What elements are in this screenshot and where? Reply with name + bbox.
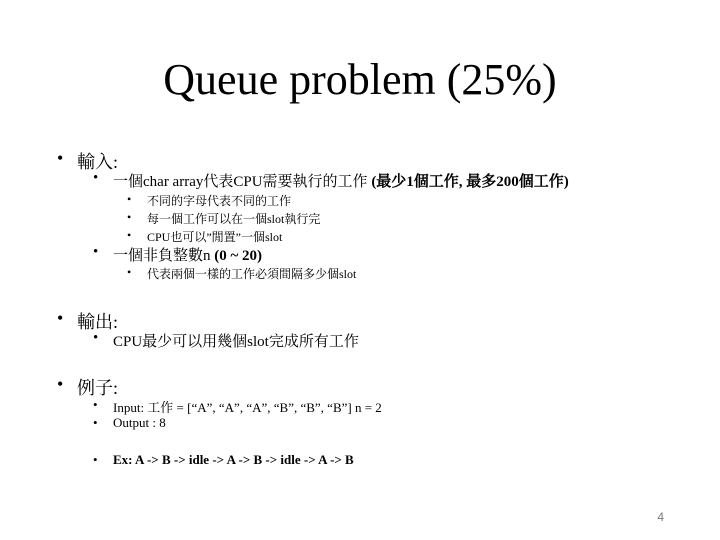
bullet-icon: • xyxy=(93,170,99,186)
bullet-icon: • xyxy=(93,397,98,412)
sub-item-text: 代表兩個一樣的工作必須間隔多少個slot xyxy=(147,267,357,281)
input-heading: 輸入: xyxy=(77,152,119,172)
bullet-icon: • xyxy=(127,192,132,206)
bullet-icon: • xyxy=(57,148,64,168)
page-number: 4 xyxy=(657,510,664,524)
bullet-icon: • xyxy=(127,228,132,242)
sub-item-text: CPU也可以”閒置”一個slot xyxy=(147,230,283,244)
output-item-1-text: CPU最少可以用幾個slot完成所有工作 xyxy=(113,334,359,350)
bullet-icon: • xyxy=(57,374,64,394)
slide-title: Queue problem (25%) xyxy=(163,55,557,104)
input-item-2-range: (0 ~ 20) xyxy=(214,248,263,264)
output-heading: 輸出: xyxy=(77,312,119,332)
bullet-icon: • xyxy=(57,308,64,328)
bullet-icon: • xyxy=(93,244,99,260)
bullet-icon: • xyxy=(93,415,98,430)
input-item-1-range: (最少1個工作, 最多200個工作) xyxy=(371,174,569,190)
bullet-icon: • xyxy=(127,210,132,224)
sub-item-text: 每一個工作可以在一個slot執行完 xyxy=(147,212,321,226)
input-item-2-text: 一個非負整數n xyxy=(113,248,215,264)
example-output-text: Output : 8 xyxy=(113,415,166,430)
bullet-icon: • xyxy=(127,265,132,279)
bullet-icon: • xyxy=(93,330,99,346)
input-item-1-text: 一個char array代表CPU需要執行的工作 xyxy=(113,174,372,190)
sub-item-text: 不同的字母代表不同的工作 xyxy=(147,194,292,208)
example-heading: 例子: xyxy=(77,378,119,398)
example-input-text: Input: 工作 = [“A”, “A”, “A”, “B”, “B”, “B”] n = 2 xyxy=(113,400,382,415)
example-ex-text: Ex: A -> B -> idle -> A -> B -> idle -> A -> B xyxy=(113,452,354,467)
bullet-icon: • xyxy=(93,452,98,467)
